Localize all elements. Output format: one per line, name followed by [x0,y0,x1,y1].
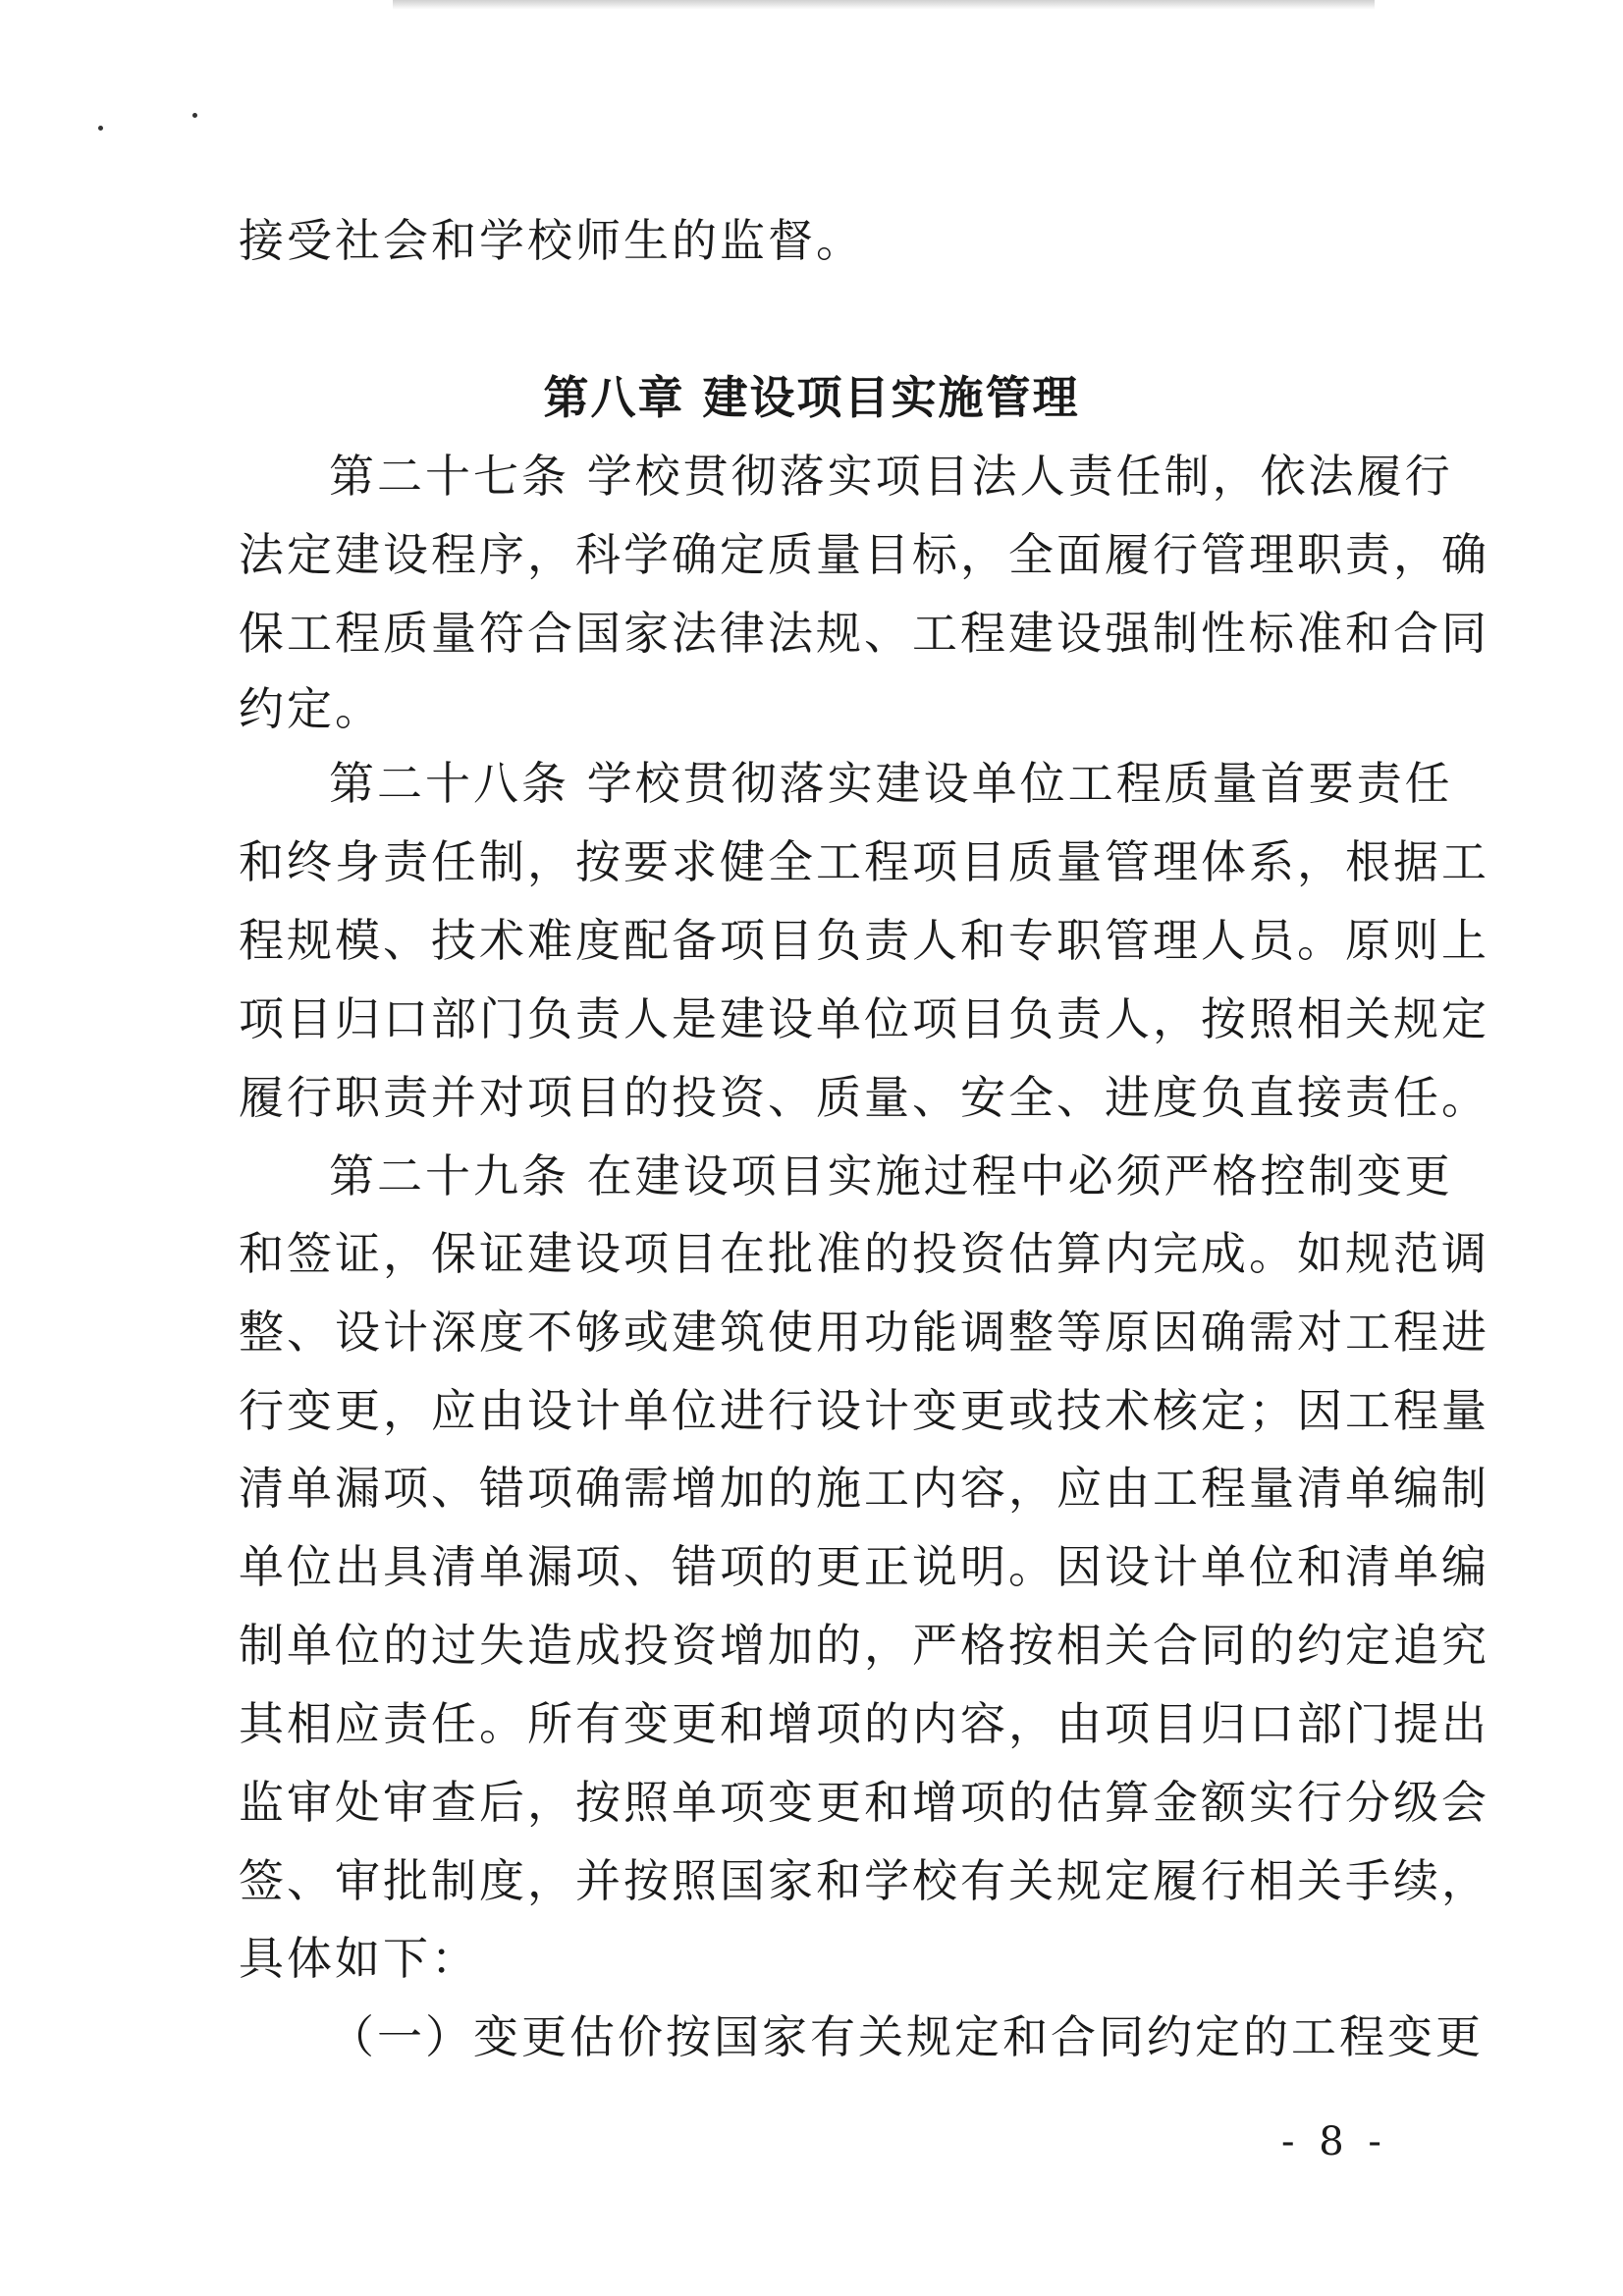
article-29-line: 具体如下： [239,1932,479,1985]
article-27-line: 约定。 [239,682,383,735]
article-28-line: 项目归口部门负责人是建设单位项目负责人，按照相关规定 [239,992,1489,1045]
article-29-line: 其相应责任。所有变更和增项的内容，由项目归口部门提出 [239,1697,1489,1750]
chapter-heading: 第八章 建设项目实施管理 [543,371,1080,424]
article-29-line: 和签证，保证建设项目在批准的投资估算内完成。如规范调 [239,1227,1489,1280]
article-28-line: 和终身责任制，按要求健全工程项目质量管理体系，根据工 [239,835,1489,888]
article-27-line: 第二十七条 学校贯彻落实项目法人责任制，依法履行 [329,450,1453,503]
item-1-line: （一）变更估价按国家有关规定和合同约定的工程变更 [329,2010,1484,2063]
scan-speck [192,113,197,118]
article-28-line: 第二十八条 学校贯彻落实建设单位工程质量首要责任 [329,757,1453,810]
article-27-line: 保工程质量符合国家法律法规、工程建设强制性标准和合同 [239,607,1489,660]
page-number: - 8 - [1281,2119,1387,2164]
article-29-line: 单位出具清单漏项、错项的更正说明。因设计单位和清单编 [239,1540,1489,1593]
article-29-line: 整、设计深度不够或建筑使用功能调整等原因确需对工程进 [239,1306,1489,1359]
article-28-line: 履行职责并对项目的投资、质量、安全、进度负直接责任。 [239,1071,1489,1124]
article-28-line: 程规模、技术难度配备项目负责人和专职管理人员。原则上 [239,914,1489,967]
article-29-line: 行变更，应由设计单位进行设计变更或技术核定；因工程量 [239,1384,1489,1437]
article-29-line: 签、审批制度，并按照国家和学校有关规定履行相关手续， [239,1854,1489,1907]
article-29-line: 清单漏项、错项确需增加的施工内容，应由工程量清单编制 [239,1462,1489,1515]
scan-speck [98,126,103,131]
article-29-line: 制单位的过失造成投资增加的，严格按相关合同的约定追究 [239,1619,1489,1672]
scan-shadow [393,0,1375,10]
intro-line: 接受社会和学校师生的监督。 [239,214,864,267]
article-29-line: 第二十九条 在建设项目实施过程中必须严格控制变更 [329,1149,1453,1202]
article-27-line: 法定建设程序，科学确定质量目标，全面履行管理职责，确 [239,528,1489,581]
article-29-line: 监审处审查后，按照单项变更和增项的估算金额实行分级会 [239,1776,1489,1829]
